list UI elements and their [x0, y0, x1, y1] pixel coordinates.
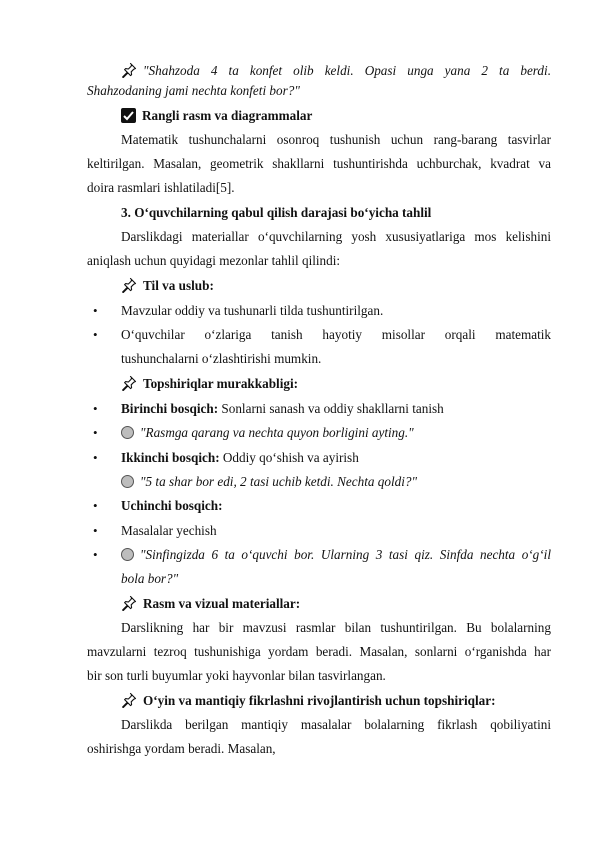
pushpin-icon [121, 595, 137, 616]
heading-rangli-rasm: Rangli rasm va diagrammalar [121, 107, 551, 125]
bullet-icon: • [93, 327, 98, 342]
pushpin-icon [121, 277, 137, 298]
heading-oyin: O‘yin va mantiqiy fikrlashni rivojlantirish uchun topshiriqlar: [121, 692, 551, 713]
list-item: Mavzular oddiy va tushunarli tilda tushuntirilgan. [121, 303, 384, 318]
section-3-heading: 3. O‘quvchilarning qabul qilish darajasi bo‘yicha tahlil [121, 205, 432, 220]
heading-til-va-uslub: Til va uslub: [121, 277, 551, 298]
list-item: Ikkinchi bosqich: Oddiy qo‘shish va ayirish [121, 450, 359, 465]
pushpin-icon [121, 62, 137, 83]
bullet-icon: • [93, 401, 98, 416]
paragraph-rasm-line2: mavzularni tezroq tushunishiga yordam beradi. Masalan, sonlarni o‘rganishda har [87, 644, 551, 659]
paragraph-rangli-line2: keltirilgan. Masalan, geometrik shakllarni tushuntirishda uchburchak, kvadrat va [87, 156, 551, 171]
paragraph-oyin-line2: oshirishga yordam beradi. Masalan, [87, 741, 276, 756]
paragraph-rasm-line1: Darslikning har bir mavzusi rasmlar bilan tushuntirilgan. Bu bolalarning [121, 620, 551, 635]
bullet-icon: • [93, 498, 98, 513]
gray-circle-icon [121, 548, 134, 561]
list-item-continuation: tushunchalarni o‘zlashtirishi mumkin. [121, 351, 322, 366]
quote-konfet-line1: "Shahzoda 4 ta konfet olib keldi. Opasi unga yana 2 ta berdi. [121, 62, 551, 83]
checkmark-icon [121, 108, 136, 123]
bullet-icon: • [93, 303, 98, 318]
list-item: "Sinfingizda 6 ta o‘quvchi bor. Ularning 3 tasi qiz. Sinfda nechta o‘g‘il [121, 546, 551, 564]
paragraph-darslik-line1: Darslikdagi materiallar o‘quvchilarning yosh xususiyatlariga mos kelishini [121, 229, 551, 244]
list-item: Birinchi bosqich: Sonlarni sanash va oddiy shakllarni tanish [121, 401, 444, 416]
paragraph-rangli-line3: doira rasmlari ishlatiladi[5]. [87, 180, 235, 195]
quote-konfet-line2: Shahzodaning jami nechta konfeti bor?" [87, 83, 300, 98]
list-item-continuation: bola bor?" [121, 571, 179, 586]
list-item: O‘quvchilar o‘zlariga tanish hayotiy misollar orqali matematik [121, 327, 551, 342]
bullet-icon: • [93, 425, 98, 440]
paragraph-rangli-line1: Matematik tushunchalarni osonroq tushunish uchun rang-barang tasvirlar [121, 132, 551, 147]
paragraph-rasm-line3: bir son turli buyumlar yoki hayvonlar bilan tasvirlangan. [87, 668, 386, 683]
list-item: "Rasmga qarang va nechta quyon borligini ayting." [121, 424, 551, 442]
heading-topshiriqlar: Topshiriqlar murakkabligi: [121, 375, 551, 396]
pushpin-icon [121, 692, 137, 713]
list-item: Masalalar yechish [121, 523, 217, 538]
pushpin-icon [121, 375, 137, 396]
gray-circle-icon [121, 426, 134, 439]
quote-shar: "5 ta shar bor edi, 2 tasi uchib ketdi. Nechta qoldi?" [121, 473, 551, 491]
heading-rasm-va-vizual: Rasm va vizual materiallar: [121, 595, 551, 616]
bullet-icon: • [93, 547, 98, 562]
paragraph-darslik-line2: aniqlash uchun quyidagi mezonlar tahlil qilindi: [87, 253, 341, 268]
bullet-icon: • [93, 450, 98, 465]
list-item: Uchinchi bosqich: [121, 498, 223, 513]
gray-circle-icon [121, 475, 134, 488]
bullet-icon: • [93, 523, 98, 538]
paragraph-oyin-line1: Darslikda berilgan mantiqiy masalalar bolalarning fikrlash qobiliyatini [121, 717, 551, 732]
